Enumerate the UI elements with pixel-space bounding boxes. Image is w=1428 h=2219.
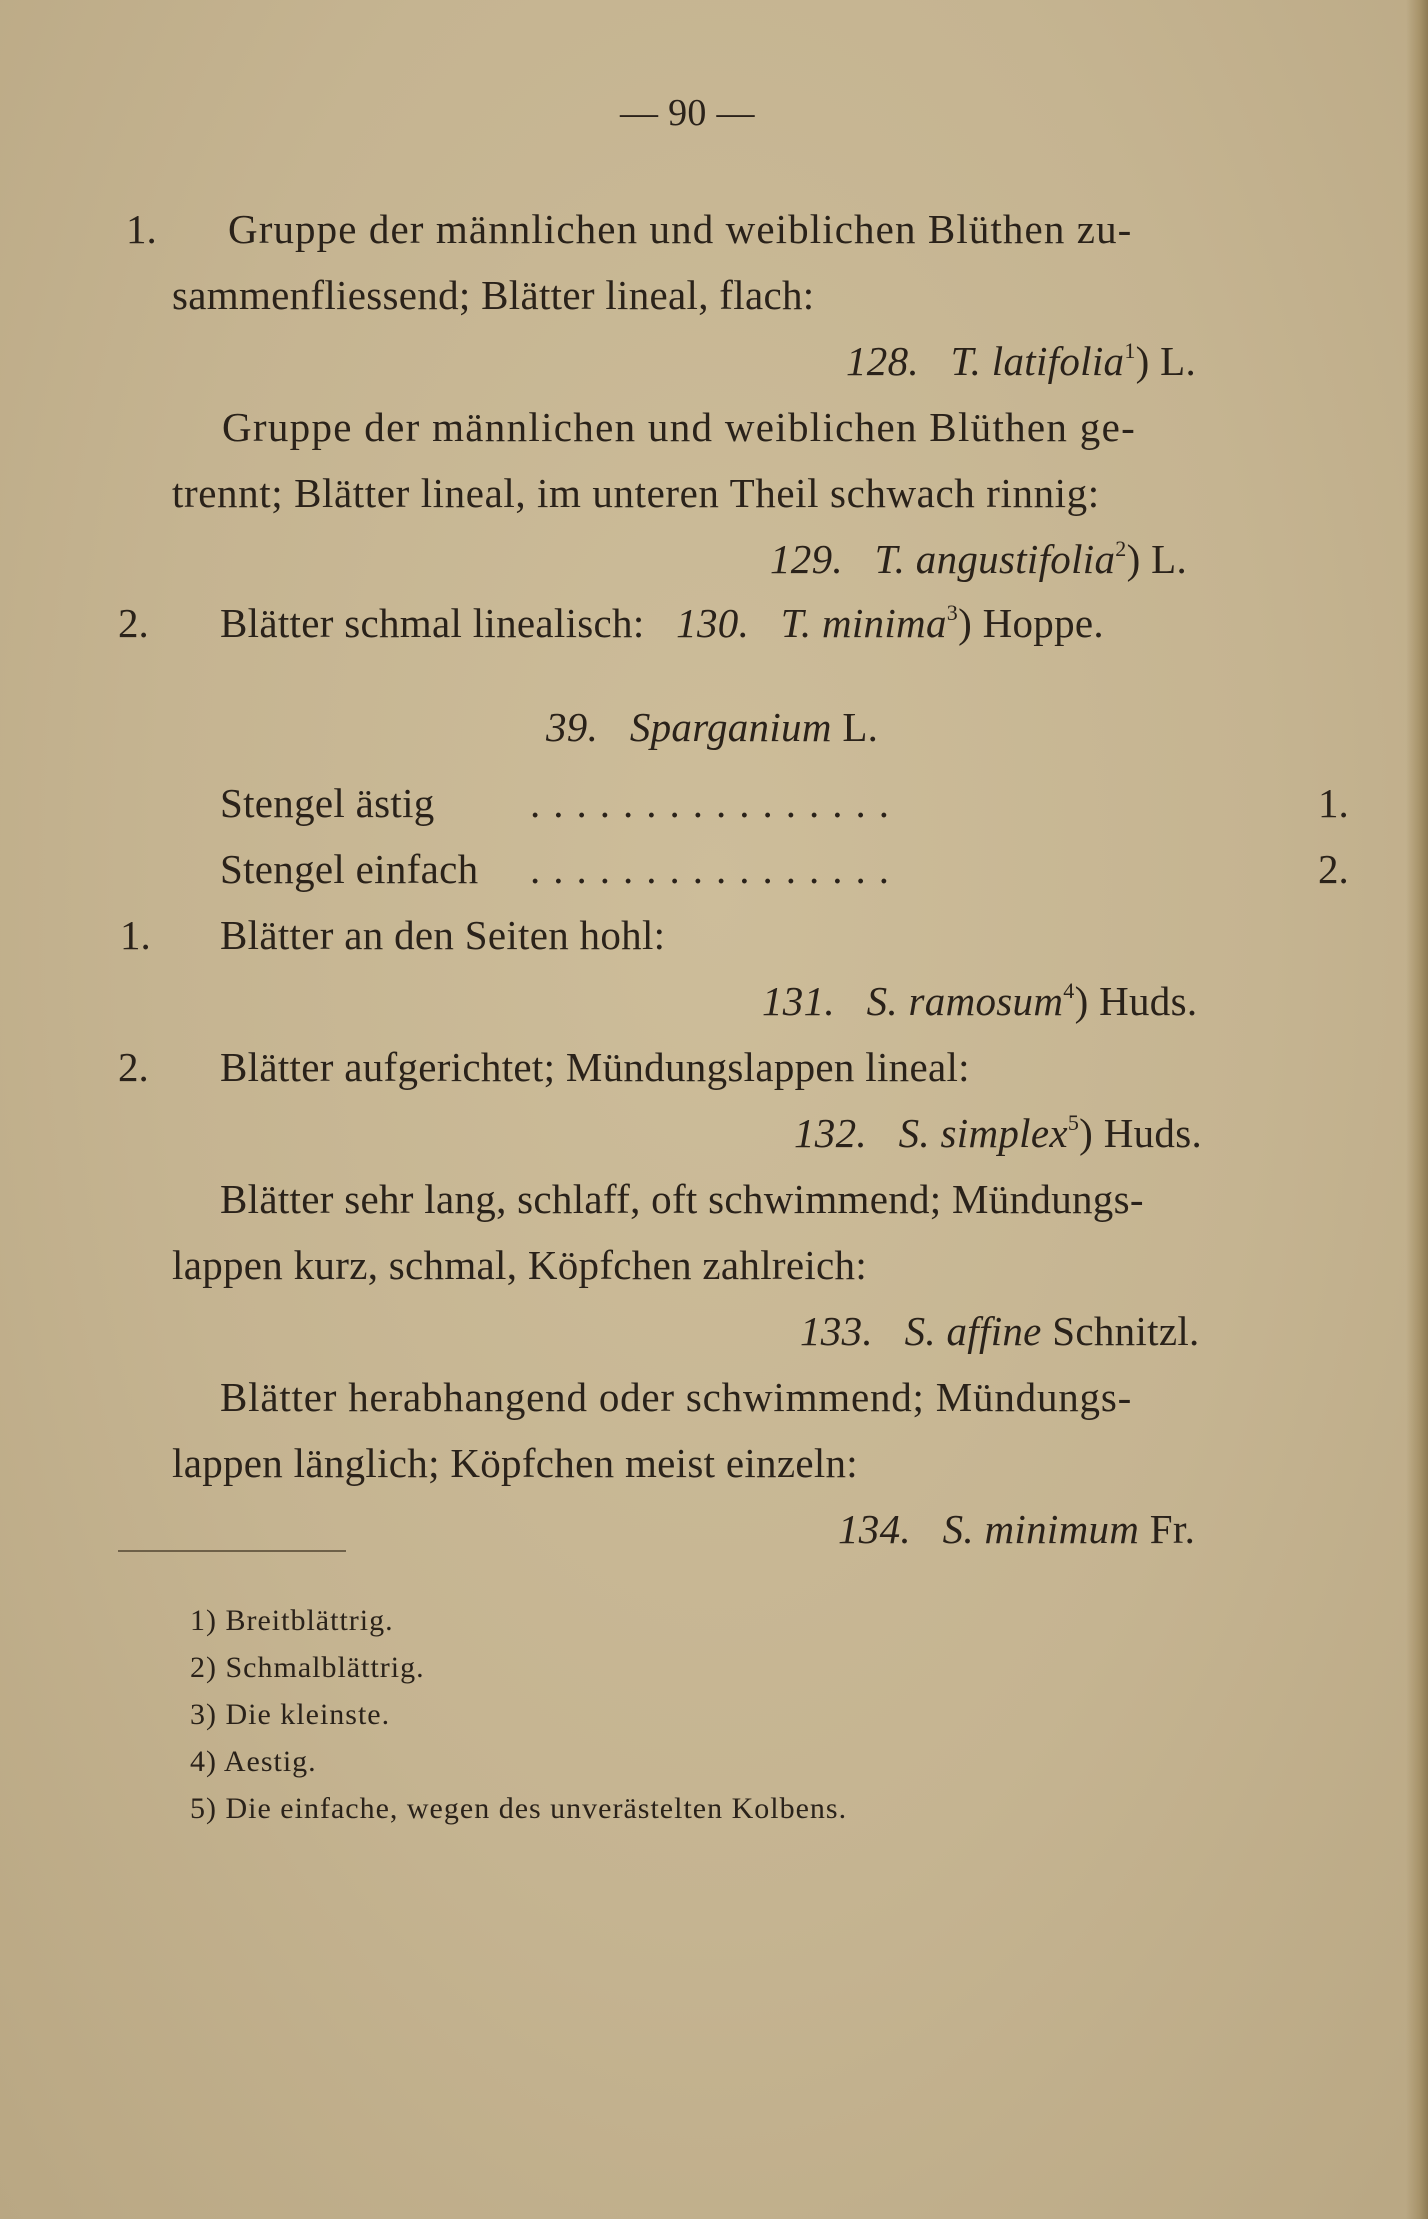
footnote-ref: 2 (1115, 536, 1127, 561)
species-number: 132. (794, 1110, 867, 1156)
species-name: S. simplex (898, 1110, 1068, 1156)
leader-dots: ................ (530, 846, 902, 892)
species-number: 133. (800, 1308, 873, 1354)
species-entry: Blätter schmal linealisch: 130. T. minima$^3$) Hoppe. (220, 600, 1104, 646)
species-name: T. latifolia (950, 338, 1125, 384)
species-entry (838, 1504, 1195, 1554)
genus-author: L. (842, 704, 879, 750)
page-edge-shadow (1406, 0, 1428, 2219)
key-reference: 2. (1318, 846, 1349, 892)
species-name: T. minima (780, 600, 947, 646)
key-number: 2. (118, 600, 149, 646)
genus-number: 39. (546, 704, 599, 750)
species-entry: 128. T. latifolia$^1$) L. (846, 338, 1197, 384)
key-text: sammenfliessend; Blätter lineal, flach: (172, 272, 815, 318)
key-text: Gruppe der männlichen und weiblichen Blüthen zu- (228, 206, 1133, 252)
key-text: trennt; Blätter lineal, im unteren Theil schwach rinnig: (172, 470, 1100, 516)
genus-heading (546, 702, 878, 752)
key-text: lappen kurz, schmal, Köpfchen zahlreich: (172, 1242, 868, 1288)
key-text: Blätter sehr lang, schlaff, oft schwimmend; Mündungs- (220, 1176, 1144, 1222)
species-author: Huds. (1103, 1110, 1203, 1156)
leader-dots: ................ (530, 780, 902, 826)
footnote: 5) Die einfache, wegen des unverästelten Kolbens. (190, 1792, 848, 1825)
key-text: Blätter herabhangend oder schwimmend; Mündungs- (220, 1374, 1133, 1420)
species-author: L. (1151, 536, 1188, 582)
key-text: Stengel einfach (220, 846, 479, 892)
key-reference: 1. (1318, 780, 1349, 826)
key-text: lappen länglich; Köpfchen meist einzeln: (172, 1440, 858, 1486)
key-number: 1. (120, 912, 151, 958)
species-name: S. affine (904, 1308, 1042, 1354)
footnote-divider (118, 1550, 346, 1552)
species-author: Fr. (1149, 1506, 1196, 1552)
species-number: 131. (762, 978, 835, 1024)
species-author: Schnitzl. (1052, 1308, 1200, 1354)
species-number: 130. (676, 600, 750, 646)
footnote: 4) Aestig. (190, 1745, 317, 1778)
species-author: Huds. (1099, 978, 1198, 1024)
species-name: S. ramosum (866, 978, 1064, 1024)
footnote: 2) Schmalblättrig. (190, 1651, 425, 1684)
footnote-ref: 1 (1124, 338, 1136, 363)
genus-name: Sparganium (629, 704, 832, 750)
species-entry: 129. T. angustifolia$^2$) L. (770, 536, 1188, 582)
key-number: 1. (126, 206, 157, 252)
species-entry: 131. S. ramosum$^4$) Huds. (762, 978, 1198, 1024)
species-entry (800, 1306, 1200, 1356)
key-text: Blätter an den Seiten hohl: (220, 912, 666, 958)
species-author: L. (1160, 338, 1197, 384)
species-number: 128. (846, 338, 919, 384)
footnote: 1) Breitblättrig. (190, 1604, 394, 1637)
key-text: Stengel ästig (220, 780, 435, 826)
footnote-ref: 3 (946, 600, 959, 625)
footnote-ref: 5 (1067, 1110, 1080, 1135)
species-number: 134. (838, 1506, 911, 1552)
key-text: Blätter aufgerichtet; Mündungslappen lineal: (220, 1044, 970, 1090)
key-text: Gruppe der männlichen und weiblichen Blüthen ge- (222, 404, 1137, 450)
species-entry: 132. S. simplex$^5$) Huds. (794, 1110, 1203, 1156)
key-text: Blätter schmal linealisch: (220, 600, 645, 646)
species-number: 129. (770, 536, 843, 582)
species-author: Hoppe. (982, 600, 1104, 646)
species-name: T. angustifolia (874, 536, 1116, 582)
footnote-ref: 4 (1063, 978, 1075, 1003)
key-number: 2. (118, 1044, 149, 1090)
footnote: 3) Die kleinste. (190, 1698, 391, 1731)
species-name: S. minimum (942, 1506, 1140, 1552)
page-number: — 90 — (620, 92, 755, 134)
